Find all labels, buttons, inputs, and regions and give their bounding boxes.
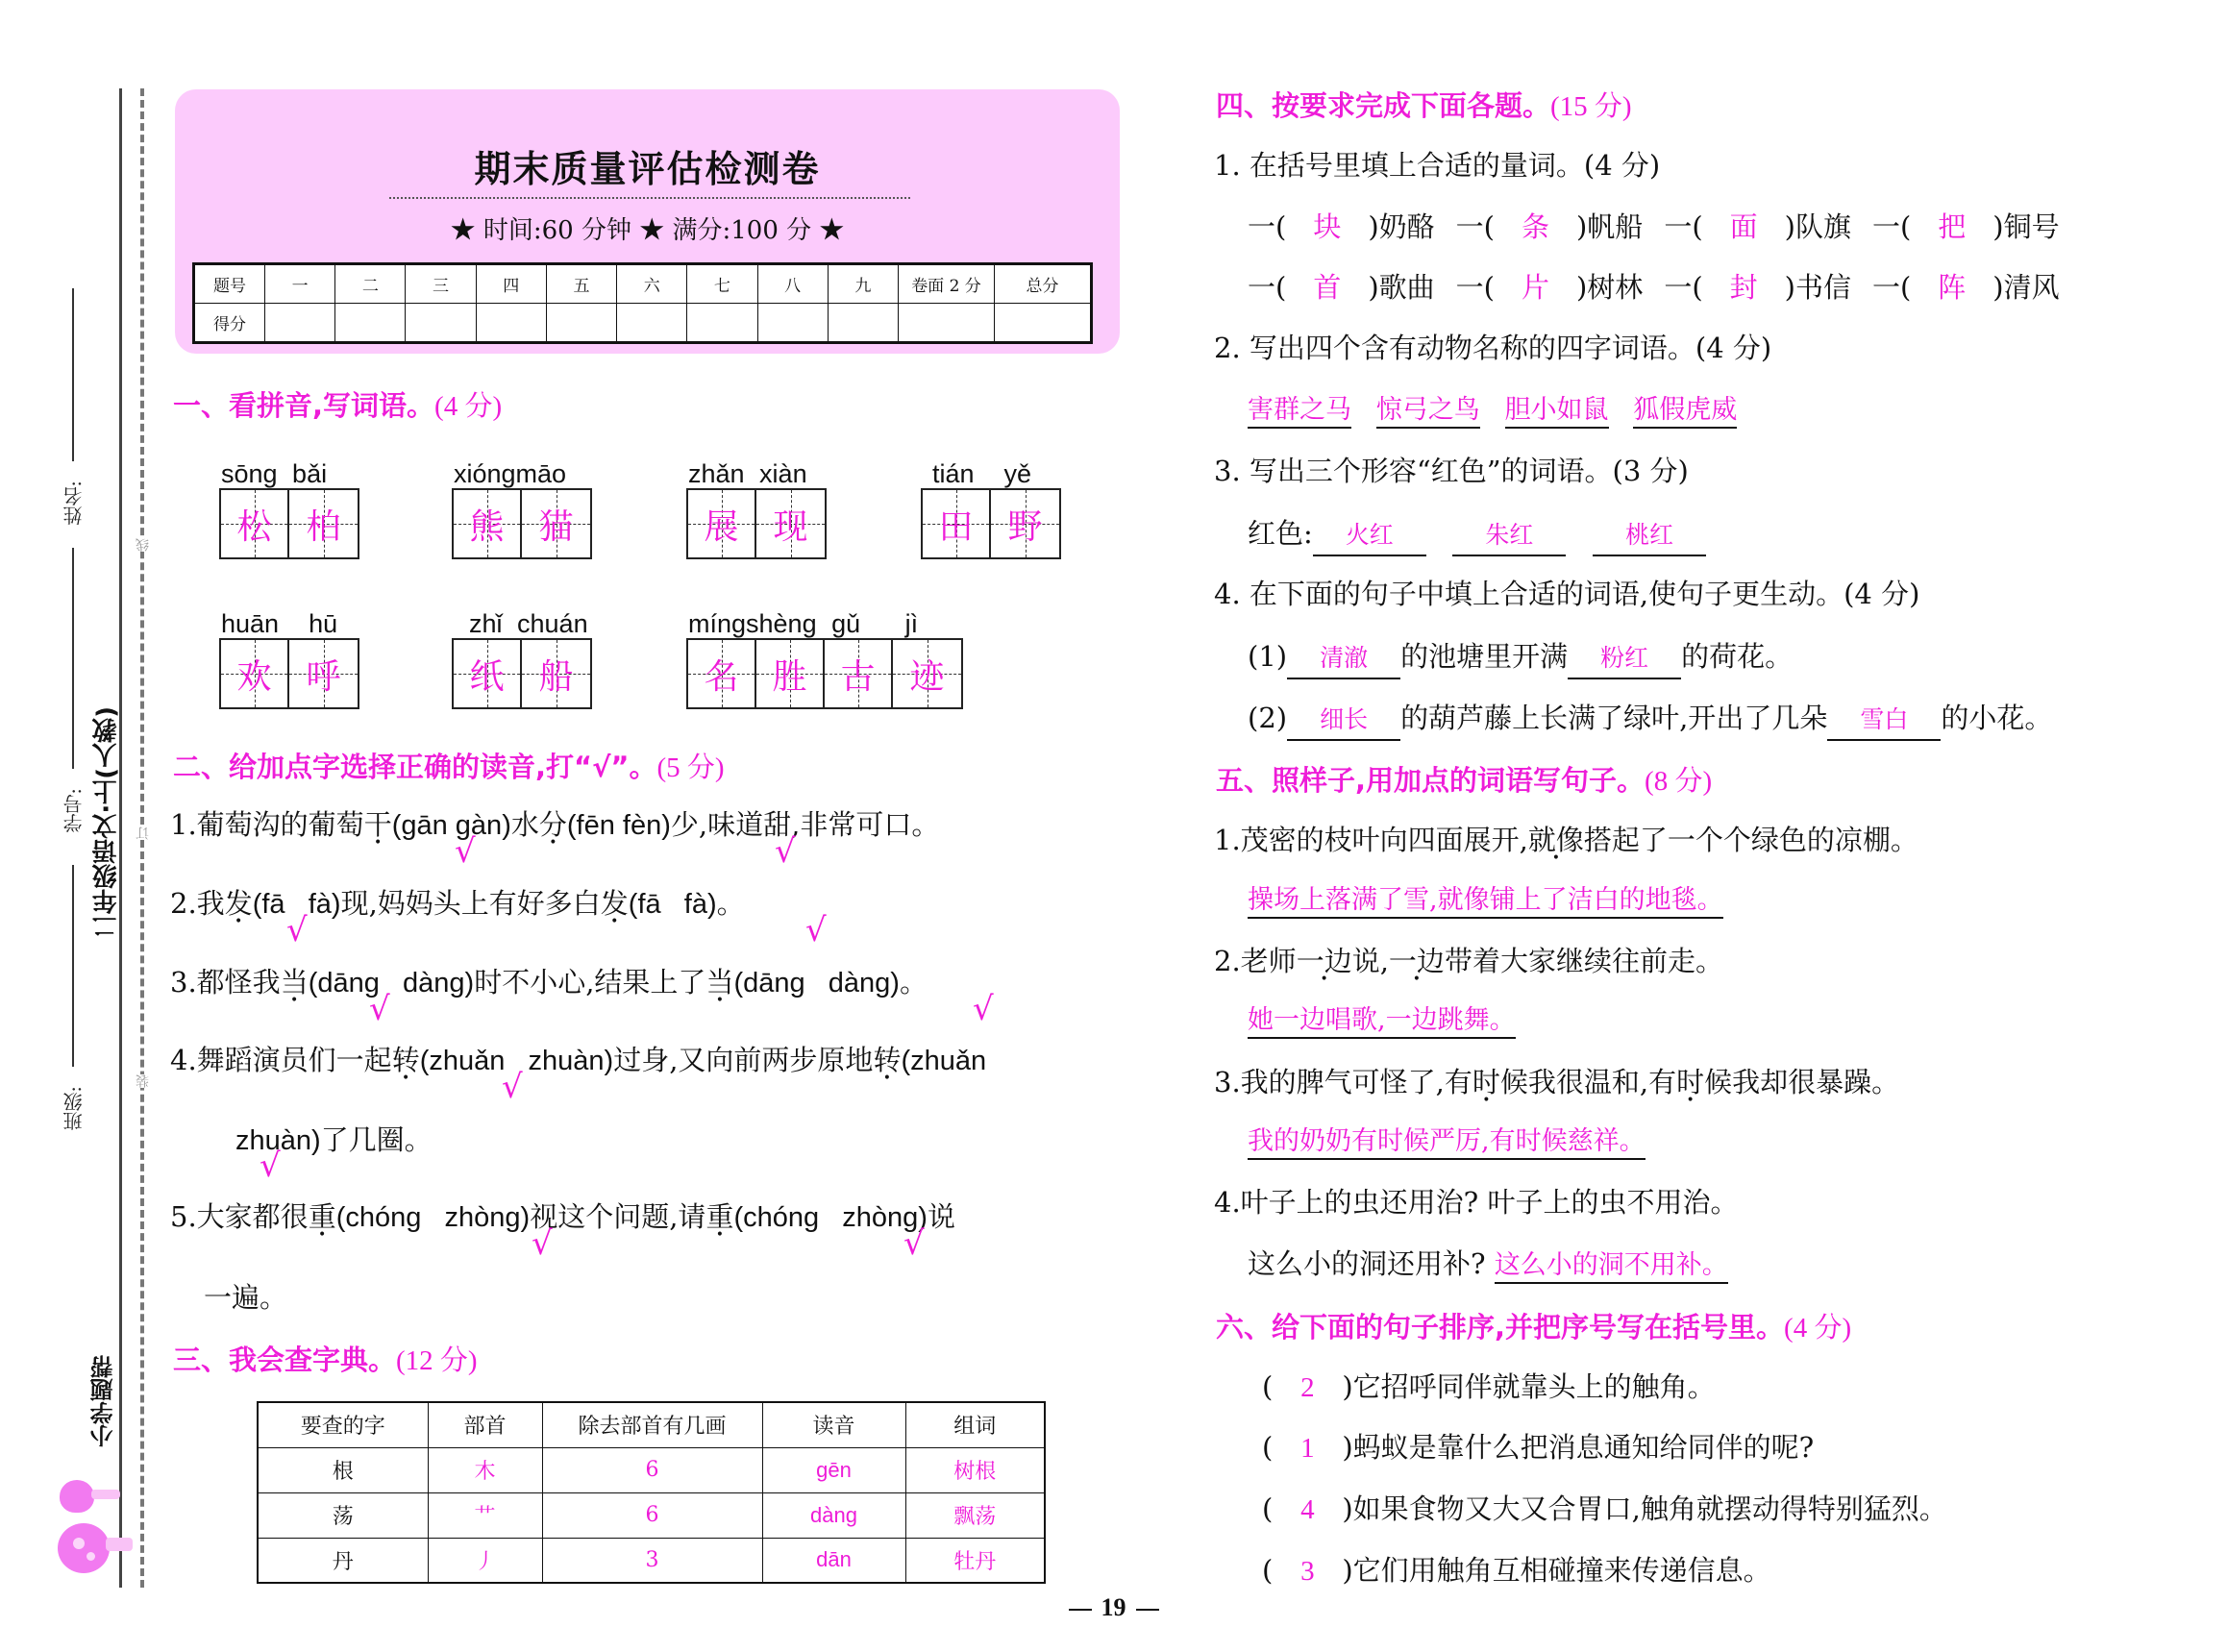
radical-answer[interactable]: 木 <box>428 1447 542 1492</box>
score-col: 一 <box>265 264 335 304</box>
score-col: 总分 <box>995 264 1092 304</box>
measure-answer[interactable]: 条 <box>1521 210 1549 243</box>
measure-word-row <box>1248 208 2060 246</box>
column-header: 除去部首有几画 <box>542 1402 762 1447</box>
question-prompt: 1. 在括号里填上合适的量词。(4 分) <box>1214 149 1661 182</box>
score-cell[interactable] <box>828 304 898 343</box>
red-words-row <box>1248 514 1706 556</box>
idiom-answer[interactable]: 惊弓之鸟 <box>1376 395 1480 429</box>
example-sentence <box>1214 1063 1899 1101</box>
score-cell[interactable] <box>406 304 476 343</box>
sentence-text: 我的脾气可怪了, <box>1240 1066 1445 1098</box>
measure-noun: )清风 <box>1992 271 2060 304</box>
item-text: 时不小心,结果上了 <box>474 966 706 999</box>
section6-title-text: 六、给下面的句子排序,并把序号写在括号里。 <box>1216 1311 1785 1344</box>
char-cell[interactable] <box>825 640 893 707</box>
measure-answer[interactable]: 把 <box>1938 210 1967 243</box>
cut-order-label: 订 <box>136 826 151 840</box>
measure-answer[interactable]: 块 <box>1313 210 1342 243</box>
dotted-char: 发 <box>600 887 629 920</box>
measure-answer[interactable]: 阵 <box>1938 271 1967 304</box>
item-number: 1. <box>170 808 197 841</box>
dotted-char: 分 <box>538 808 567 841</box>
check-mark-icon: √ <box>903 1224 925 1263</box>
section3-title-text: 三、我会查字典。 <box>173 1344 397 1376</box>
score-table-header-row <box>194 264 1092 304</box>
section3-title <box>173 1339 478 1378</box>
char-cell[interactable] <box>454 490 522 557</box>
sentence-text: 说, <box>1351 945 1389 977</box>
dotted-char: 干 <box>363 808 392 841</box>
char-cell[interactable] <box>221 490 289 557</box>
measure-answer[interactable]: 封 <box>1729 271 1758 304</box>
answer-char: 纸 <box>469 656 505 697</box>
table-row <box>258 1447 1045 1492</box>
question-prompt: 4. 在下面的句子中填上合适的词语,使句子更生动。(4 分) <box>1214 578 1920 610</box>
order-answer[interactable]: 4 <box>1300 1494 1315 1525</box>
score-col: 七 <box>687 264 757 304</box>
measure-prefix: 一( <box>1664 210 1703 243</box>
pinyin-choices[interactable]: (gān gàn) <box>391 810 511 841</box>
item-text: 舞蹈演员们一起 <box>196 1044 392 1076</box>
id-field-line[interactable] <box>72 548 74 769</box>
char-cell[interactable] <box>454 640 522 707</box>
pinyin: zhǐ chuán <box>469 609 588 638</box>
dotted-char: 重 <box>308 1200 336 1233</box>
answer-char: 胜 <box>772 656 807 697</box>
stroke-count-answer[interactable]: 3 <box>542 1538 762 1583</box>
item-text: 我 <box>196 887 225 920</box>
order-text: )它们用触角互相碰撞来传递信息。 <box>1342 1554 1771 1587</box>
idiom-answers <box>1248 391 1737 430</box>
dotted-word: 就像 <box>1527 824 1584 856</box>
sentence-text: 的葫芦藤上长满了绿叶,开出了几朵 <box>1400 702 1828 734</box>
item-number: 4. <box>1214 1186 1241 1219</box>
fill-sentence <box>1248 637 1793 679</box>
score-cell[interactable] <box>757 304 828 343</box>
section1-title-text: 一、看拼音,写词语。 <box>173 389 435 422</box>
item-text: 。 <box>899 966 928 999</box>
answer-line <box>1248 881 1723 920</box>
cut-line-label: 线 <box>136 538 151 552</box>
measure-noun: )树林 <box>1575 271 1644 304</box>
dictionary-header-row <box>258 1402 1045 1447</box>
section4-title-text: 四、按要求完成下面各题。 <box>1216 89 1551 122</box>
pinyin-choices[interactable]: (dāng dàng) <box>308 968 475 999</box>
idiom-answer[interactable]: 害群之马 <box>1248 395 1351 429</box>
pronunciation-item-continued: 一遍。 <box>204 1281 288 1314</box>
pinyin-choices[interactable]: (dāng dàng) <box>733 968 900 999</box>
check-mark-icon: √ <box>775 832 796 871</box>
pinyin-choices[interactable]: (zhuǎn zhuàn) <box>419 1046 614 1076</box>
rhetorical-question <box>1248 1245 1728 1285</box>
tianzige <box>452 638 592 709</box>
order-text: )它招呼同伴就靠头上的触角。 <box>1342 1370 1716 1403</box>
measure-prefix: 一( <box>1455 271 1495 304</box>
red-word-answer[interactable]: 桃红 <box>1593 516 1706 556</box>
dotted-char: 转 <box>873 1044 902 1076</box>
measure-answer[interactable]: 片 <box>1521 271 1549 304</box>
char-cell[interactable] <box>522 490 590 557</box>
order-item: ( 2 )它招呼同伴就靠头上的触角。 <box>1262 1368 1716 1407</box>
section5-title-text: 五、照样子,用加点的词语写句子。 <box>1216 764 1646 797</box>
section4-points: (15 分) <box>1550 91 1632 122</box>
item-text: 视这个问题,请 <box>530 1200 706 1233</box>
sentence-answer[interactable]: 她一边唱歌,一边跳舞。 <box>1248 1005 1516 1039</box>
lookup-char: 荡 <box>258 1492 428 1538</box>
fill-answer[interactable]: 雪白 <box>1827 701 1941 741</box>
idiom-answer[interactable]: 狐假虎威 <box>1633 395 1737 429</box>
section3-points: (12 分) <box>396 1345 478 1376</box>
pronunciation-item <box>170 1041 986 1080</box>
word-answer[interactable]: 飘荡 <box>905 1492 1045 1538</box>
score-cell[interactable] <box>617 304 687 343</box>
answer-char: 呼 <box>306 656 341 697</box>
measure-noun: )奶酪 <box>1368 210 1435 243</box>
column-header: 组词 <box>905 1402 1045 1447</box>
section2-title-text: 二、给加点字选择正确的读音,打“√”。 <box>173 751 657 783</box>
tianzige <box>686 638 963 709</box>
table-row <box>258 1492 1045 1538</box>
char-cell[interactable] <box>756 490 825 557</box>
check-mark-icon: √ <box>286 911 308 949</box>
word-answer[interactable]: 树根 <box>905 1447 1045 1492</box>
pinyin-choices[interactable]: (chóng zhòng) <box>733 1202 928 1233</box>
page-dash-left <box>1069 1609 1092 1611</box>
score-col: 三 <box>406 264 476 304</box>
score-col: 卷面 2 分 <box>899 264 995 304</box>
pinyin: tián yě <box>932 459 1032 488</box>
item-text: 大家都很 <box>196 1200 309 1233</box>
answer-char: 猫 <box>538 506 574 547</box>
answer-char: 现 <box>773 506 808 547</box>
score-cell[interactable] <box>687 304 757 343</box>
pronunciation-item <box>170 1197 955 1237</box>
answer-line <box>1248 1122 1646 1161</box>
pronunciation-item-continued: zhuàn)了几圈。 <box>235 1125 433 1156</box>
stroke-count-answer[interactable]: 6 <box>542 1492 762 1538</box>
sentence-answer[interactable]: 我的奶奶有时候严厉,有时候慈祥。 <box>1248 1126 1646 1160</box>
char-cell[interactable] <box>893 640 961 707</box>
item-number: 4. <box>170 1044 197 1076</box>
fill-answer[interactable]: 细长 <box>1287 701 1400 741</box>
pinyin: míngshèng gǔ jì <box>688 609 919 638</box>
reading-answer[interactable]: dàng <box>762 1492 905 1538</box>
dotted-char: 当 <box>705 966 734 999</box>
stroke-count-answer[interactable]: 6 <box>542 1447 762 1492</box>
check-mark-icon: √ <box>369 990 390 1028</box>
column-header: 读音 <box>762 1402 905 1447</box>
answer-char: 名 <box>704 656 739 697</box>
char-cell[interactable] <box>991 490 1059 557</box>
score-col: 九 <box>828 264 898 304</box>
item-number: 5. <box>170 1200 197 1233</box>
score-cell[interactable] <box>546 304 616 343</box>
red-word-answer[interactable]: 火红 <box>1313 516 1426 556</box>
idiom-answer[interactable]: 胆小如鼠 <box>1505 395 1609 429</box>
sentence-number: (1) <box>1248 640 1288 673</box>
page-dash-right <box>1136 1609 1159 1611</box>
section1-title <box>173 384 502 424</box>
measure-prefix: 一( <box>1248 271 1287 304</box>
measure-noun: )铜号 <box>1992 210 2060 243</box>
radical-answer[interactable]: 丿 <box>428 1538 542 1583</box>
item-text: 。 <box>716 887 745 920</box>
measure-prefix: 一( <box>1871 210 1912 243</box>
sentence-answer[interactable]: 这么小的洞不用补。 <box>1495 1250 1728 1284</box>
item-number: 1. <box>1214 824 1241 856</box>
brand-label: 小学题帮 <box>90 1355 117 1447</box>
order-item: ( 1 )蚂蚁是靠什么把消息通知给同伴的呢? <box>1262 1428 1814 1467</box>
score-table-row-label: 题号 <box>194 264 265 304</box>
measure-noun: )歌曲 <box>1368 271 1435 304</box>
item-number: 3. <box>1214 1066 1241 1098</box>
answer-char: 船 <box>538 656 574 697</box>
section4-title <box>1216 85 1632 124</box>
char-cell[interactable] <box>289 490 358 557</box>
dotted-char: 发 <box>224 887 253 920</box>
measure-prefix: 一( <box>1248 210 1287 243</box>
example-sentence <box>1214 821 1918 859</box>
score-col: 五 <box>546 264 616 304</box>
sentence-text: 带着大家继续往前走。 <box>1444 945 1723 977</box>
dotted-char: 转 <box>391 1044 420 1076</box>
order-answer[interactable]: 2 <box>1300 1372 1315 1403</box>
class-field-line[interactable] <box>72 865 74 1067</box>
score-cell[interactable] <box>476 304 546 343</box>
measure-noun: )书信 <box>1784 271 1851 304</box>
char-cell[interactable] <box>688 640 756 707</box>
measure-answer[interactable]: 首 <box>1313 271 1342 304</box>
measure-noun: )队旗 <box>1784 210 1851 243</box>
section2-points: (5 分) <box>656 752 725 783</box>
cut-bind-label: 装 <box>136 1074 151 1088</box>
check-mark-icon: √ <box>973 990 994 1028</box>
answer-char: 迹 <box>909 656 945 697</box>
answer-line <box>1248 1001 1516 1040</box>
score-cell[interactable] <box>335 304 406 343</box>
pinyin-choices[interactable]: (zhuǎn <box>901 1046 987 1076</box>
section2-title <box>173 746 725 785</box>
check-mark-icon: √ <box>260 1147 281 1185</box>
pronunciation-item <box>170 963 928 1002</box>
answer-char: 熊 <box>469 506 505 547</box>
check-mark-icon: √ <box>805 911 827 949</box>
order-answer[interactable]: 1 <box>1300 1433 1315 1464</box>
item-text: 现,妈妈头上有好多白 <box>340 887 601 920</box>
red-label: 红色: <box>1248 517 1313 550</box>
title-divider <box>389 197 910 199</box>
column-header: 要查的字 <box>258 1402 428 1447</box>
table-row <box>258 1538 1045 1583</box>
order-item: ( 3 )它们用触角互相碰撞来传递信息。 <box>1262 1551 1771 1590</box>
measure-word-row <box>1248 268 2060 307</box>
pronunciation-item <box>170 805 939 845</box>
sentence-number: (2) <box>1248 702 1288 734</box>
pinyin: xióngmāo <box>454 459 567 488</box>
fill-sentence <box>1248 699 2052 741</box>
char-cell[interactable] <box>289 640 358 707</box>
sentence-text: 老师 <box>1240 945 1297 977</box>
red-word-answer[interactable]: 朱红 <box>1452 516 1566 556</box>
section1-points: (4 分) <box>434 391 503 422</box>
section6-title <box>1216 1306 1851 1345</box>
answer-char: 松 <box>236 506 272 547</box>
order-answer[interactable]: 3 <box>1300 1556 1315 1587</box>
item-text: 水 <box>510 808 539 841</box>
sentence-text: 我却很暴躁。 <box>1732 1066 1900 1098</box>
answer-char: 展 <box>704 506 739 547</box>
sentence-text: 的荷花。 <box>1681 640 1794 673</box>
pronunciation-item <box>170 884 745 924</box>
order-item: ( 4 )如果食物又大又合胃口,触角就摆动得特别猛烈。 <box>1262 1490 1947 1529</box>
sentence-text: 我很温和, <box>1527 1066 1649 1098</box>
answer-char: 古 <box>840 656 876 697</box>
item-text: 过身,又向前两步原地 <box>613 1044 874 1076</box>
score-table-row-label: 得分 <box>194 304 265 343</box>
exam-title: 期末质量评估检测卷 <box>474 147 821 190</box>
item-text: 少,味道甜,非常可口。 <box>670 808 940 841</box>
lookup-char: 根 <box>258 1447 428 1492</box>
fill-answer[interactable]: 清澈 <box>1287 639 1400 679</box>
item-number: 3. <box>170 966 197 999</box>
dotted-char: 重 <box>705 1200 734 1233</box>
section5-title <box>1216 759 1712 799</box>
dotted-char: 当 <box>280 966 309 999</box>
sentence-text: 的池塘里开满 <box>1400 640 1569 673</box>
page-number <box>0 1593 2227 1622</box>
page-number-text: 19 <box>1101 1593 1126 1621</box>
tianzige <box>219 488 359 559</box>
question-prompt: 3. 写出三个形容“红色”的词语。(3 分) <box>1214 455 1689 487</box>
measure-noun: )帆船 <box>1575 210 1644 243</box>
pinyin-choices[interactable]: (fēn fèn) <box>566 810 671 841</box>
measure-prefix: 一( <box>1871 271 1912 304</box>
measure-prefix: 一( <box>1664 271 1703 304</box>
radical-answer[interactable]: 艹 <box>428 1492 542 1538</box>
tianzige <box>686 488 827 559</box>
dotted-word: 有时候 <box>1444 1066 1528 1098</box>
reading-answer[interactable]: gēn <box>762 1447 905 1492</box>
score-table-score-row <box>194 304 1092 343</box>
section5-points: (8 分) <box>1645 766 1713 797</box>
sentence-text: 这么小的洞还用补? <box>1248 1247 1486 1280</box>
dotted-word: 一边 <box>1388 945 1445 977</box>
reading-answer[interactable]: dān <box>762 1538 905 1583</box>
char-cell[interactable] <box>756 640 825 707</box>
name-label: 姓名: <box>62 481 86 526</box>
answer-char: 柏 <box>306 506 341 547</box>
item-text: 葡萄沟的葡萄 <box>196 808 364 841</box>
sentence-answer[interactable]: 操场上落满了雪,就像铺上了洁白的地毯。 <box>1248 885 1723 919</box>
example-sentence <box>1214 942 1723 980</box>
id-label: 学号: <box>62 788 86 833</box>
order-text: )蚂蚁是靠什么把消息通知给同伴的呢? <box>1342 1431 1815 1464</box>
column-header: 部首 <box>428 1402 542 1447</box>
sentence-text: 茂密的枝叶向四面展开, <box>1240 824 1528 856</box>
check-mark-icon: √ <box>532 1224 553 1263</box>
course-label: 二年级语文·上(人教) <box>92 706 121 939</box>
word-answer[interactable]: 牡丹 <box>905 1538 1045 1583</box>
sentence-text: 的小花。 <box>1941 702 2053 734</box>
dotted-word: 有时候 <box>1648 1066 1733 1098</box>
score-col: 八 <box>757 264 828 304</box>
dictionary-table <box>257 1401 1046 1584</box>
item-text: 说 <box>927 1200 955 1233</box>
exam-header-card <box>175 89 1120 354</box>
score-cell[interactable] <box>899 304 995 343</box>
fill-answer[interactable]: 粉红 <box>1568 639 1681 679</box>
score-col: 六 <box>617 264 687 304</box>
tianzige <box>452 488 592 559</box>
score-cell[interactable] <box>265 304 335 343</box>
pinyin: zhǎn xiàn <box>688 459 807 488</box>
sentence-text: 搭起了一个个绿色的凉棚。 <box>1583 824 1918 856</box>
dotted-word: 一边 <box>1296 945 1352 977</box>
example-sentence <box>1214 1183 1738 1221</box>
char-cell[interactable] <box>923 490 991 557</box>
order-text: )如果食物又大又合胃口,触角就摆动得特别猛烈。 <box>1342 1492 1947 1525</box>
exam-subtitle: ★ 时间:60 分钟 ★ 满分:100 分 ★ <box>450 216 845 245</box>
item-text: 都怪我 <box>196 966 281 999</box>
measure-answer[interactable]: 面 <box>1729 210 1758 243</box>
pinyin-choices[interactable]: (fā fà) <box>628 889 717 920</box>
pinyin: sōng bǎi <box>221 459 328 488</box>
item-number: 2. <box>170 887 197 920</box>
tianzige <box>921 488 1061 559</box>
char-cell[interactable] <box>522 640 590 707</box>
check-mark-icon: √ <box>502 1068 523 1106</box>
item-number: 2. <box>1214 945 1241 977</box>
measure-prefix: 一( <box>1455 210 1495 243</box>
pinyin-choices[interactable]: (chóng zhòng) <box>335 1202 531 1233</box>
lookup-char: 丹 <box>258 1538 428 1583</box>
class-label: 班级: <box>62 1086 86 1131</box>
name-field-line[interactable] <box>72 288 74 461</box>
check-mark-icon: √ <box>455 832 476 871</box>
char-cell[interactable] <box>688 490 756 557</box>
answer-char: 欢 <box>236 656 272 697</box>
score-col: 四 <box>476 264 546 304</box>
score-table <box>192 262 1093 344</box>
score-col: 二 <box>335 264 406 304</box>
answer-char: 田 <box>938 506 974 547</box>
answer-char: 野 <box>1007 506 1043 547</box>
score-cell[interactable] <box>995 304 1092 343</box>
question-prompt: 2. 写出四个含有动物名称的四字词语。(4 分) <box>1214 332 1772 364</box>
section6-points: (4 分) <box>1784 1313 1852 1344</box>
tianzige <box>219 638 359 709</box>
pinyin: huān hū <box>221 609 338 638</box>
sentence-text: 叶子上的虫还用治? 叶子上的虫不用治。 <box>1240 1186 1739 1219</box>
pinyin-choices[interactable]: (fā fà) <box>252 889 341 920</box>
char-cell[interactable] <box>221 640 289 707</box>
